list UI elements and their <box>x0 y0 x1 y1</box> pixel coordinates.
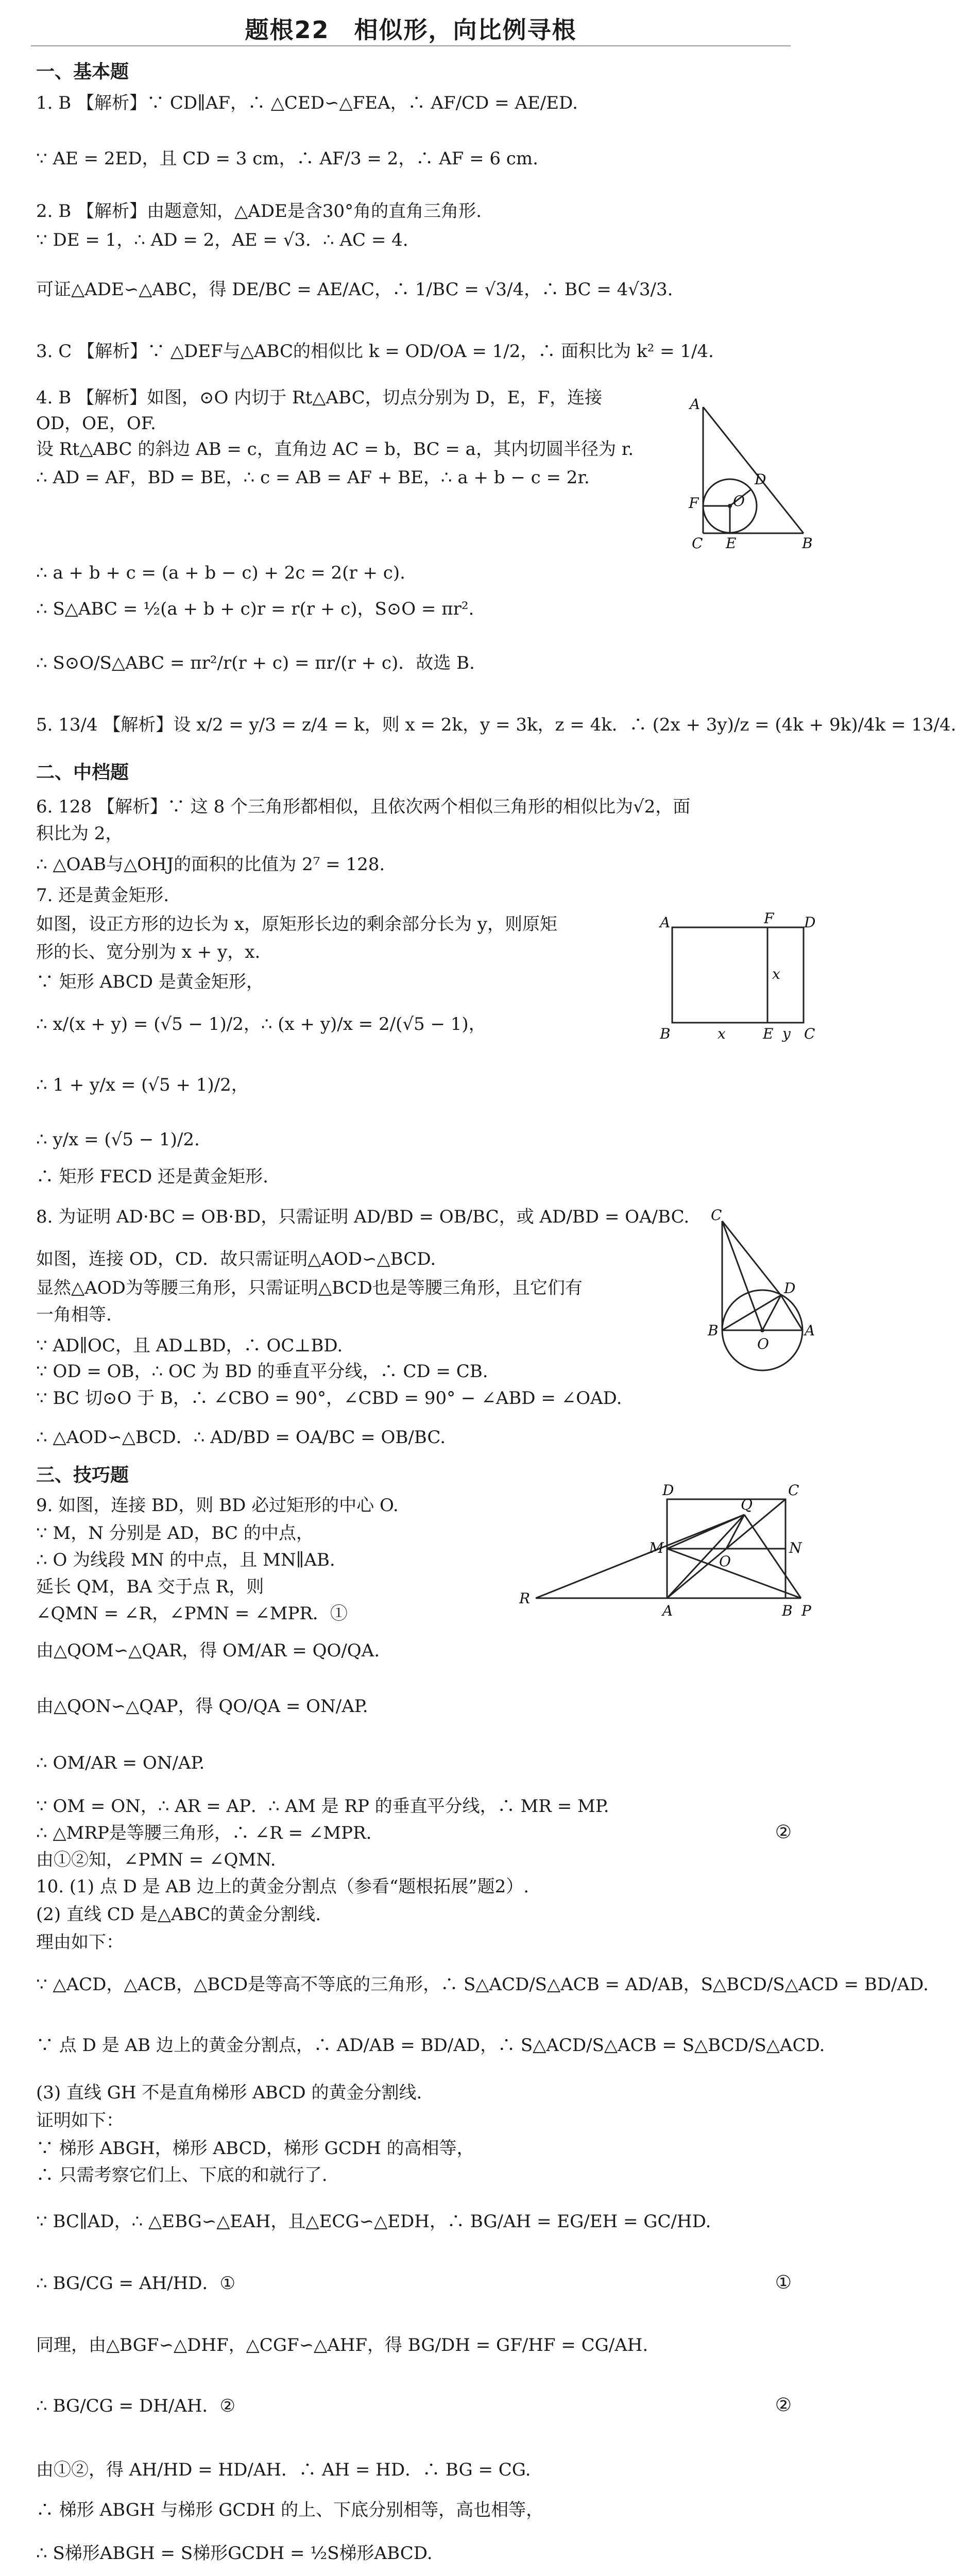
marker-two: ② <box>775 1822 792 1843</box>
text-line: ∵ 点 D 是 AB 边上的黄金分割点，∴ AD/AB = BD/AD，∴ S△ACD/S△ACB = S△BCD/S△ACD. <box>36 2035 825 2056</box>
text-line: 7. 还是黄金矩形. <box>36 885 169 906</box>
fig7-label: C <box>804 1025 815 1042</box>
text-line: ∴ 梯形 ABGH 与梯形 GCDH 的上、下底分别相等，高也相等， <box>36 2500 544 2520</box>
fig9-label: R <box>519 1590 531 1607</box>
fig9-label: C <box>788 1482 799 1499</box>
text-line: ∠QMN = ∠R，∠PMN = ∠MPR．① <box>36 1603 348 1624</box>
text-line: 可证△ADE∽△ABC，得 DE/BC = AE/AC，∴ 1/BC = √3/4，∴ BC = 4√3/3. <box>36 279 673 300</box>
text-line: ∵ AD∥OC，且 AD⊥BD，∴ OC⊥BD. <box>36 1335 343 1356</box>
fig7-label: D <box>804 914 816 931</box>
section-heading-middle: 二、中档题 <box>36 762 129 783</box>
text-line: ∴ BG/CG = AH/HD．① <box>36 2273 235 2294</box>
text-line: 理由如下： <box>36 1932 124 1953</box>
fig9-label: B <box>782 1602 793 1619</box>
figure-circle-tangent <box>690 1206 816 1370</box>
text-line: 由①②，得 AH/HD = HD/AH．∴ AH = HD．∴ BG = CG. <box>36 2460 531 2480</box>
text-line: 6. 128 【解析】∵ 这 8 个三角形都相似，且依次两个相似三角形的相似比为√2，面 <box>36 796 691 817</box>
text-line: 一角相等. <box>36 1304 112 1325</box>
text-line: ∴ △AOD∽△BCD．∴ AD/BD = OA/BC = OB/BC. <box>36 1427 446 1448</box>
text-line: ∴ x/(x + y) = (√5 − 1)/2，∴ (x + y)/x = 2/(√5 − 1)， <box>36 1014 486 1035</box>
text-line: ∵ BC∥AD，∴ △EBG∽△EAH，且△ECG∽△EDH，∴ BG/AH = EG/EH = GC/HD. <box>36 2211 711 2232</box>
text-line: ∵ BC 切⊙O 于 B，∴ ∠CBO = 90°，∠CBD = 90° − ∠ABD = ∠OAD. <box>36 1388 622 1409</box>
text-line: ∴ S△ABC = ½(a + b + c)r = r(r + c)，S⊙O = πr². <box>36 599 474 619</box>
page-title: 题根22 相似形，向比例寻根 <box>245 16 577 44</box>
text-line: 4. B 【解析】如图，⊙O 内切于 Rt△ABC，切点分别为 D，E，F，连接 <box>36 387 603 408</box>
text-line: ∵ AE = 2ED，且 CD = 3 cm，∴ AF/3 = 2，∴ AF = 6 cm. <box>36 148 538 169</box>
fig4-label: A <box>690 396 701 413</box>
text-line: 2. B 【解析】由题意知，△ADE是含30°角的直角三角形. <box>36 201 482 222</box>
text-line: ∴ △MRP是等腰三角形，∴ ∠R = ∠MPR. <box>36 1823 372 1843</box>
section-heading-basic: 一、基本题 <box>36 61 129 82</box>
text-line: ∵ 矩形 ABCD 是黄金矩形， <box>36 972 264 992</box>
text-line: 9. 如图，连接 BD，则 BD 必过矩形的中心 O. <box>36 1495 399 1516</box>
fig9-label: M <box>649 1539 664 1556</box>
text-line: 1. B 【解析】∵ CD∥AF，∴ △CED∽△FEA，∴ AF/CD = AE/ED. <box>36 93 578 113</box>
text-line: ∴ O 为线段 MN 的中点，且 MN∥AB. <box>36 1550 335 1570</box>
text-line: ∴ S梯形ABGH = S梯形GCDH = ½S梯形ABCD. <box>36 2543 433 2564</box>
fig4-label: E <box>726 535 737 552</box>
text-line: ∵ OD = OB，∴ OC 为 BD 的垂直平分线，∴ CD = CB. <box>36 1361 488 1382</box>
text-line: ∵ DE = 1，∴ AD = 2，AE = √3．∴ AC = 4. <box>36 230 408 250</box>
title-rule <box>31 45 791 46</box>
text-line: ∴ BG/CG = DH/AH．② <box>36 2396 235 2416</box>
text-line: ∴ a + b + c = (a + b − c) + 2c = 2(r + c). <box>36 563 405 583</box>
text-line: 如图，设正方形的边长为 x，原矩形长边的剩余部分长为 y，则原矩 <box>36 914 557 935</box>
marker-two: ② <box>775 2395 792 2416</box>
text-line: ∵ △ACD，△ACB，△BCD是等高不等底的三角形，∴ S△ACD/S△ACB = AD/AB，S△BCD/S△ACD = BD/AD. <box>36 1974 929 1995</box>
text-line: 由△QOM∽△QAR，得 OM/AR = QO/QA. <box>36 1640 380 1661</box>
text-line: 8. 为证明 AD·BC = OB·BD，只需证明 AD/BD = OB/BC，或 AD/BD = OA/BC. <box>36 1207 690 1227</box>
text-line: 显然△AOD为等腰三角形，只需证明△BCD也是等腰三角形，且它们有 <box>36 1278 583 1298</box>
fig8-label: D <box>784 1280 796 1297</box>
fig9-label: O <box>719 1553 731 1570</box>
text-line: (3) 直线 GH 不是直角梯形 ABCD 的黄金分割线. <box>36 2082 422 2103</box>
text-line: 同理，由△BGF∽△DHF，△CGF∽△AHF，得 BG/DH = GF/HF = CG/AH. <box>36 2335 648 2355</box>
text-line: ∵ 梯形 ABGH，梯形 ABCD，梯形 GCDH 的高相等， <box>36 2138 474 2159</box>
text-line: 如图，连接 OD，CD．故只需证明△AOD∽△BCD. <box>36 1249 436 1269</box>
fig8-label: B <box>708 1322 719 1339</box>
fig9-label: A <box>662 1602 673 1619</box>
text-line: ∴ S⊙O/S△ABC = πr²/r(r + c) = πr/(r + c)．故选 B. <box>36 653 475 673</box>
text-line: 10. (1) 点 D 是 AB 边上的黄金分割点（参看“题根拓展”题2）. <box>36 1876 530 1897</box>
fig9-label: N <box>789 1539 802 1556</box>
fig7-label: B <box>660 1025 671 1042</box>
fig7-label: x <box>718 1025 726 1042</box>
fig9-label: D <box>662 1482 674 1499</box>
fig8-label: C <box>711 1207 722 1224</box>
text-line: ∵ OM = ON，∴ AR = AP．∴ AM 是 RP 的垂直平分线，∴ MR = MP. <box>36 1796 609 1817</box>
text-line: 由①②知，∠PMN = ∠QMN. <box>36 1850 276 1870</box>
fig7-label: A <box>660 914 671 931</box>
marker-one: ① <box>775 2272 792 2293</box>
fig8-label: O <box>757 1335 769 1352</box>
text-line: ∴ 1 + y/x = (√5 + 1)/2， <box>36 1075 249 1095</box>
text-line: ∴ △OAB与△OHJ的面积的比值为 2⁷ = 128. <box>36 854 385 875</box>
text-line: OD，OE，OF. <box>36 413 156 434</box>
fig4-label: B <box>802 535 813 552</box>
figure-incircle-triangle <box>682 392 816 551</box>
text-line: 3. C 【解析】∵ △DEF与△ABC的相似比 k = OD/OA = 1/2，∴ 面积比为 k² = 1/4. <box>36 341 714 362</box>
text-line: ∴ y/x = (√5 − 1)/2. <box>36 1129 200 1150</box>
text-line: (2) 直线 CD 是△ABC的黄金分割线. <box>36 1904 321 1925</box>
text-line: ∴ 矩形 FECD 还是黄金矩形. <box>36 1166 268 1187</box>
text-line: ∴ OM/AR = ON/AP. <box>36 1753 205 1773</box>
text-line: ∴ 只需考察它们上、下底的和就行了. <box>36 2165 328 2185</box>
section-heading-skill: 三、技巧题 <box>36 1465 129 1486</box>
fig7-label: E <box>763 1025 774 1042</box>
text-line: ∴ AD = AF，BD = BE，∴ c = AB = AF + BE，∴ a + b − c = 2r. <box>36 467 590 488</box>
text-line: 由△QON∽△QAP，得 QO/QA = ON/AP. <box>36 1696 368 1717</box>
fig7-label: F <box>764 910 774 927</box>
text-line: 设 Rt△ABC 的斜边 AB = c，直角边 AC = b，BC = a，其内切圆半径为 r. <box>36 439 634 460</box>
fig7-label: y <box>782 1025 791 1042</box>
fig4-label: F <box>689 495 699 512</box>
text-line: 形的长、宽分别为 x + y，x. <box>36 942 261 962</box>
fig9-label: Q <box>741 1496 753 1513</box>
text-line: 延长 QM，BA 交于点 R，则 <box>36 1577 264 1597</box>
figure-golden-rectangle <box>657 912 816 1046</box>
figure-rectangle-midpoints <box>515 1484 816 1628</box>
fig7-label: x <box>772 965 780 982</box>
text-line: 5. 13/4 【解析】设 x/2 = y/3 = z/4 = k，则 x = 2k，y = 3k，z = 4k．∴ (2x + 3y)/z = (4k + 9k)/4k = 13/4. <box>36 715 956 735</box>
text-line: 证明如下： <box>36 2110 124 2131</box>
fig4-label: O <box>733 493 745 510</box>
fig9-label: P <box>801 1602 811 1619</box>
fig8-label: A <box>805 1322 815 1339</box>
text-line: 积比为 2， <box>36 823 123 844</box>
fig4-label: C <box>692 535 703 552</box>
text-line: ∵ M，N 分别是 AD，BC 的中点， <box>36 1523 314 1544</box>
fig4-label: D <box>755 471 766 488</box>
